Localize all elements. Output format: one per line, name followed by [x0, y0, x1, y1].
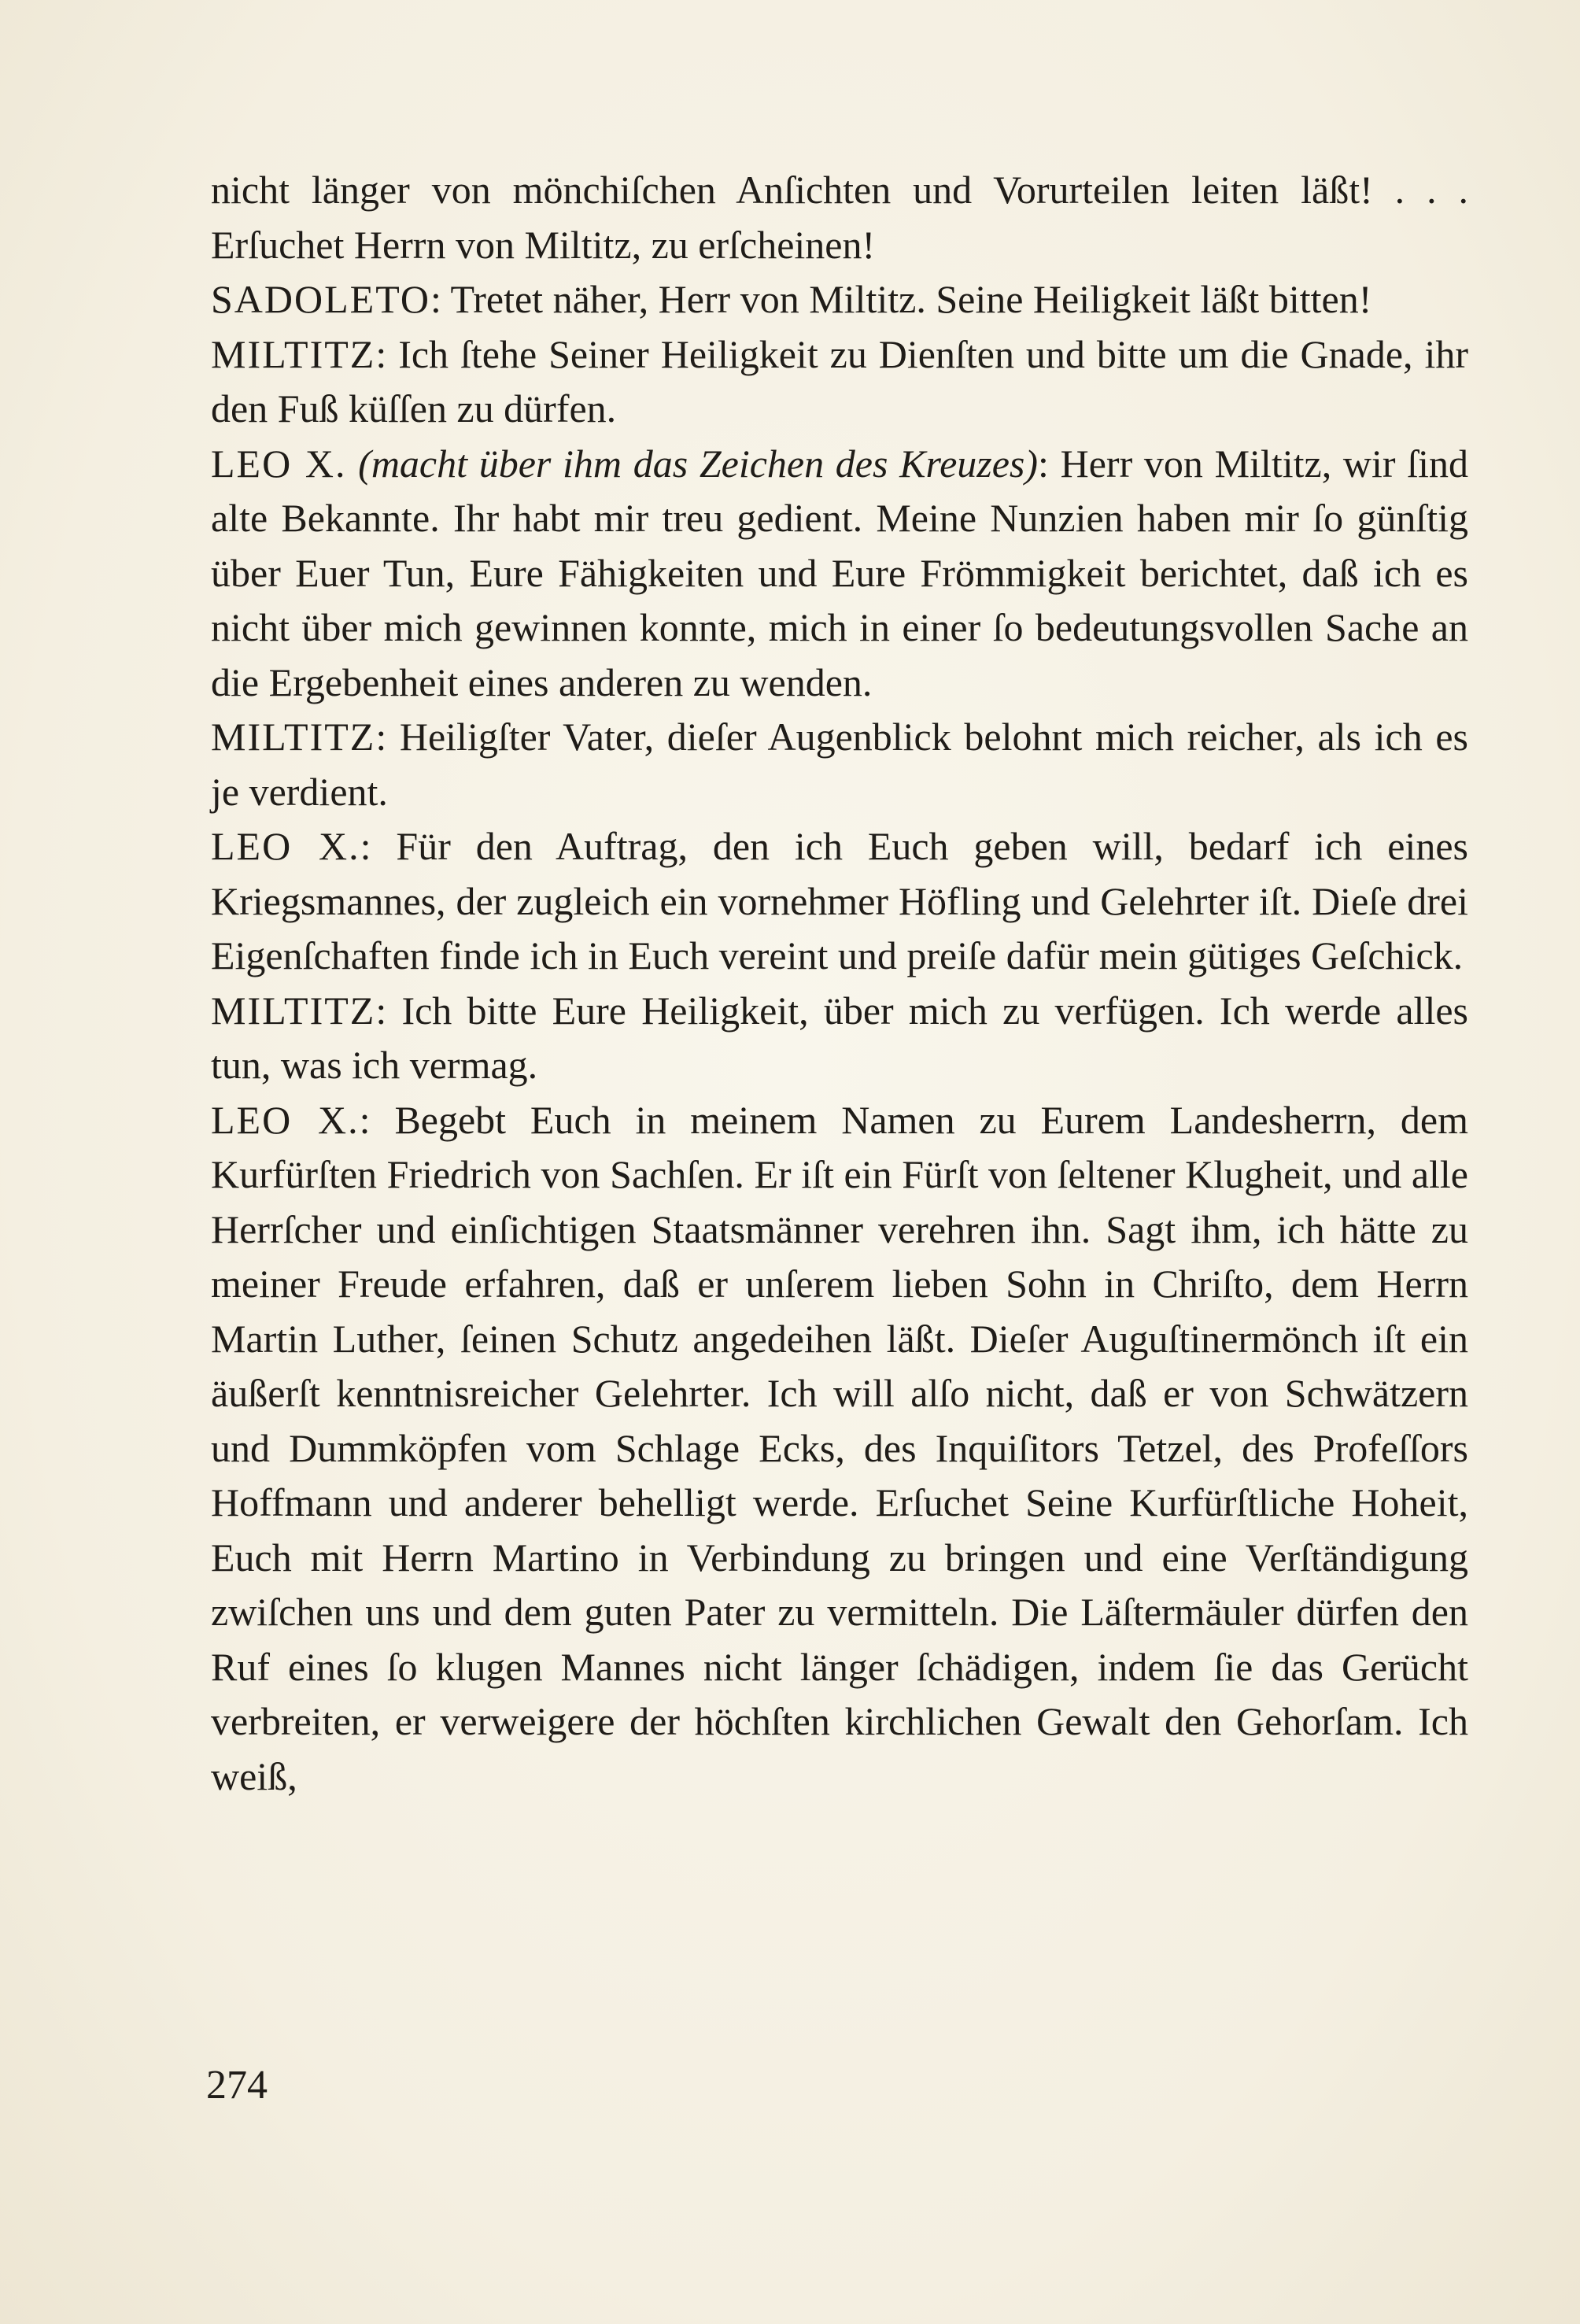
speech-text: Heiligſter Vater, dieſer Augenblick belohnt mich reicher, als ich es je verdient. — [211, 715, 1468, 814]
speaker-separator: : — [375, 988, 402, 1033]
speaker-name: LEO X. — [211, 1097, 360, 1142]
paragraph-5 — [211, 819, 1468, 984]
stage-separator: : — [1038, 441, 1061, 486]
body-text — [211, 163, 1468, 1804]
speech-text: Ich bitte Eure Heiligkeit, über mich zu verfügen. Ich werde alles tun, was ich vermag. — [211, 988, 1468, 1087]
speech-text: Für den Auftrag, den ich Euch geben will, bedarf ich eines Kriegsmannes, der zugleich ein vornehmer Höfling und Gelehrter iſt. Dieſe drei Eigenſchaften finde ich in Euch vereint und preiſe dafür mein gütiges Geſchick. — [211, 824, 1468, 977]
speaker-separator: : — [430, 277, 451, 321]
speaker-separator: : — [375, 715, 400, 759]
speech-text: Ich ſtehe Seiner Heiligkeit zu Dienſten und bitte um die Gnade, ihr den Fuß küſſen zu dürfen. — [211, 331, 1468, 430]
speaker-separator: : — [375, 331, 399, 376]
speech-text: Begebt Euch in meinem Namen zu Eurem Landesherrn, dem Kurfürſten Friedrich von Sachſen. Er iſt ein Fürſt von ſeltener Klugheit, und alle Herrſcher und einſichtigen Staatsmänner verehren ihn. Sagt ihm, ich hätte zu meiner Freude erfahren, daß er unſerem lieben Sohn in Chriſto, dem Herrn Martin Luther, ſeinen Schutz angedeihen läßt. Dieſer Auguſtinermönch iſt ein äußerſt kenntnisreicher Gelehrter. Ich will alſo nicht, daß er von Schwätzern und Dummköpfen vom Schlage Ecks, des Inquiſitors Tetzel, des Profeſſors Hoffmann und anderer behelligt werde. Erſuchet Seine Kurfürſtliche Hoheit, Euch mit Herrn Martino in Verbindung zu bringen und eine Verſtändigung zwiſchen uns und dem guten Pater zu vermitteln. Die Läſtermäuler dürfen den Ruf eines ſo klugen Mannes nicht länger ſchädigen, indem ſie das Gerücht verbreiten, er verweigere der höchſten kirchlichen Gewalt den Gehorſam. Ich weiß, — [211, 1097, 1468, 1798]
page-number: 274 — [206, 2063, 268, 2108]
speaker-separator: : — [359, 1097, 395, 1142]
paragraph-2 — [211, 327, 1468, 437]
paragraph-6 — [211, 984, 1468, 1093]
paragraph-4 — [211, 710, 1468, 819]
speech-text: Tretet näher, Herr von Miltitz. Seine Heiligkeit läßt bitten! — [450, 277, 1372, 321]
speech-text: Herr von Miltitz, wir ſind alte Bekannte. Ihr habt mir treu gedient. Meine Nunzien haben mir ſo günſtig über Euer Tun, Eure Fähigkeiten und Eure Frömmigkeit berichtet, daß ich es nicht über mich gewinnen konnte, mich in einer ſo bedeutungsvollen Sache an die Ergebenheit eines anderen zu wenden. — [211, 441, 1468, 704]
paragraph-1 — [211, 272, 1468, 327]
speaker-name: LEO X. — [211, 824, 360, 868]
stage-direction: (macht über ihm das Zeichen des Kreuzes) — [358, 441, 1039, 486]
speaker-name: LEO X. — [211, 441, 347, 486]
paragraph-3 — [211, 437, 1468, 711]
speaker-name: MILTITZ — [211, 988, 376, 1033]
speaker-name: MILTITZ — [211, 715, 376, 759]
paragraph-7 — [211, 1093, 1468, 1805]
speaker-separator: : — [360, 824, 397, 868]
speaker-name: SADOLETO — [211, 277, 430, 321]
speech-text: nicht länger von mönchiſchen Anſichten und Vorurteilen leiten läßt! . . . Erſuchet Herrn von Miltitz, zu erſcheinen! — [211, 168, 1468, 267]
speaker-name: MILTITZ — [211, 331, 376, 376]
speaker-separator — [346, 442, 358, 486]
paragraph-0 — [211, 163, 1468, 272]
